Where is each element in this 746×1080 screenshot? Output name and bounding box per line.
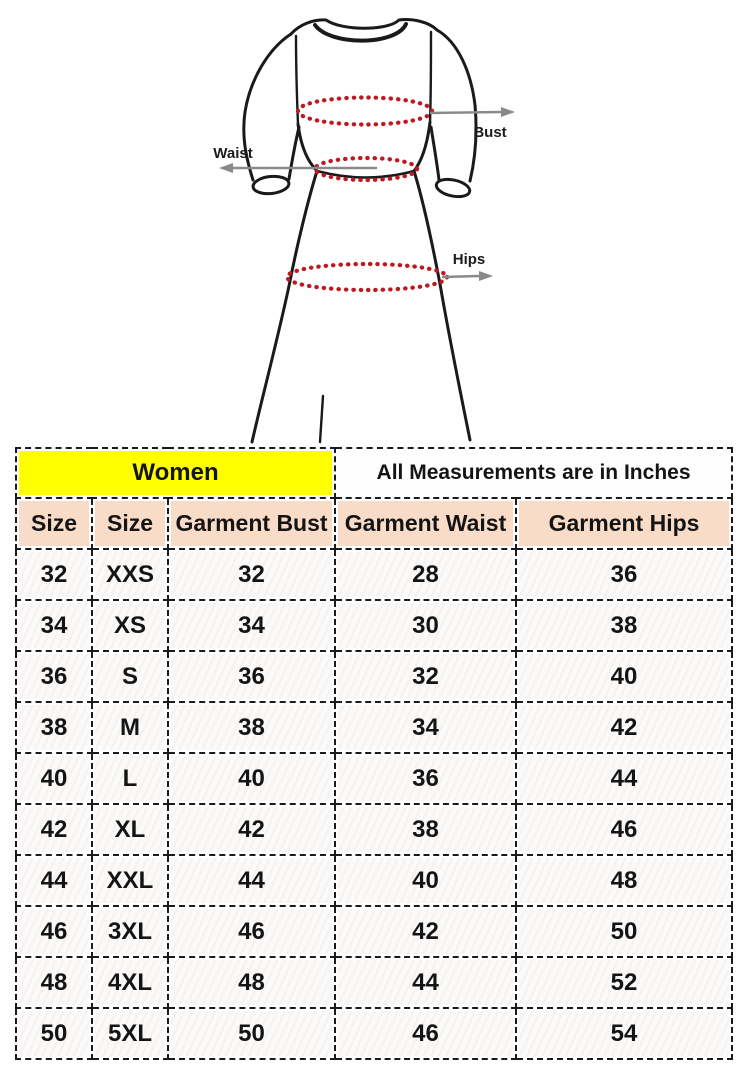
table-row	[16, 753, 732, 804]
table-cell: 38	[168, 702, 335, 753]
table-cell: S	[92, 651, 168, 702]
skirt-right-path	[414, 171, 470, 440]
table-row	[16, 1008, 732, 1059]
column-header-garment-hips: Garment Hips	[516, 498, 732, 549]
table-cell: 36	[16, 651, 92, 702]
table-cell: 38	[516, 600, 732, 651]
table-cell: 42	[168, 804, 335, 855]
table-cell: 50	[516, 906, 732, 957]
bust-label: Bust	[473, 124, 507, 141]
skirt-slit-path	[320, 396, 323, 442]
right-cuff	[435, 177, 472, 200]
waist-label: Waist	[213, 145, 253, 162]
dress-diagram-svg	[0, 0, 746, 447]
hips-measure-ellipse	[287, 264, 447, 290]
collar-inner-path	[315, 24, 406, 41]
table-cell: XL	[92, 804, 168, 855]
table-cell: 48	[516, 855, 732, 906]
table-cell: 42	[16, 804, 92, 855]
bust-measure-ellipse	[298, 98, 432, 125]
table-cell: 54	[516, 1008, 732, 1059]
dress-measurement-diagram	[0, 0, 746, 447]
table-cell: 48	[168, 957, 335, 1008]
table-cell: 44	[16, 855, 92, 906]
table-cell: 44	[168, 855, 335, 906]
table-cell: 36	[168, 651, 335, 702]
table-row	[16, 906, 732, 957]
table-cell: 36	[516, 549, 732, 600]
table-cell: 40	[516, 651, 732, 702]
table-cell: 52	[516, 957, 732, 1008]
table-row	[16, 651, 732, 702]
hips-arrowhead-icon	[479, 271, 493, 281]
table-cell: 40	[16, 753, 92, 804]
table-row	[16, 549, 732, 600]
table-cell: 40	[335, 855, 516, 906]
table-cell: 32	[16, 549, 92, 600]
table-cell: 42	[335, 906, 516, 957]
table-cell: 34	[16, 600, 92, 651]
table-cell: 46	[168, 906, 335, 957]
table-cell: 3XL	[92, 906, 168, 957]
women-header-cell: Women	[16, 448, 335, 498]
table-cell: 44	[335, 957, 516, 1008]
table-cell: 40	[168, 753, 335, 804]
table-cell: 28	[335, 549, 516, 600]
group-header-row	[16, 448, 732, 498]
table-cell: 38	[16, 702, 92, 753]
table-cell: 46	[16, 906, 92, 957]
size-table	[15, 447, 733, 1060]
table-row	[16, 702, 732, 753]
table-cell: 50	[168, 1008, 335, 1059]
table-cell: 44	[516, 753, 732, 804]
bust-arrow-line	[430, 112, 501, 113]
left-cuff	[252, 175, 290, 196]
bust-arrowhead-icon	[501, 107, 515, 117]
column-header-row	[16, 498, 732, 549]
skirt-left-path	[252, 171, 317, 442]
table-cell: M	[92, 702, 168, 753]
bodice-left-path	[298, 124, 317, 171]
table-row	[16, 804, 732, 855]
table-cell: L	[92, 753, 168, 804]
size-table-head	[16, 448, 732, 549]
right-sleeve-outer-path	[437, 30, 476, 181]
table-cell: XXL	[92, 855, 168, 906]
left-sleeve-inner-path	[289, 127, 299, 179]
table-row	[16, 600, 732, 651]
right-armhole-seam	[430, 32, 431, 122]
right-sleeve-inner-path	[431, 127, 439, 180]
table-cell: 36	[335, 753, 516, 804]
column-header-size-alpha: Size	[92, 498, 168, 549]
table-cell: 30	[335, 600, 516, 651]
column-header-size-numeric: Size	[16, 498, 92, 549]
waist-arrowhead-icon	[219, 163, 233, 173]
collar-outer-path	[291, 19, 437, 34]
table-cell: 50	[16, 1008, 92, 1059]
table-cell: 34	[168, 600, 335, 651]
units-note-cell: All Measurements are in Inches	[335, 448, 732, 498]
table-cell: 38	[335, 804, 516, 855]
table-cell: 46	[335, 1008, 516, 1059]
column-header-garment-bust: Garment Bust	[168, 498, 335, 549]
hips-arrow-line	[442, 276, 479, 277]
table-cell: 4XL	[92, 957, 168, 1008]
table-cell: XXS	[92, 549, 168, 600]
table-cell: 48	[16, 957, 92, 1008]
table-row	[16, 855, 732, 906]
table-cell: 46	[516, 804, 732, 855]
dress-outline	[244, 19, 476, 442]
table-cell: 32	[168, 549, 335, 600]
table-row	[16, 957, 732, 1008]
table-cell: 42	[516, 702, 732, 753]
size-table-body	[16, 549, 732, 1059]
column-header-garment-waist: Garment Waist	[335, 498, 516, 549]
table-cell: 5XL	[92, 1008, 168, 1059]
table-cell: 34	[335, 702, 516, 753]
hips-label: Hips	[452, 251, 486, 268]
table-cell: 32	[335, 651, 516, 702]
bodice-right-path	[414, 122, 430, 171]
table-cell: XS	[92, 600, 168, 651]
